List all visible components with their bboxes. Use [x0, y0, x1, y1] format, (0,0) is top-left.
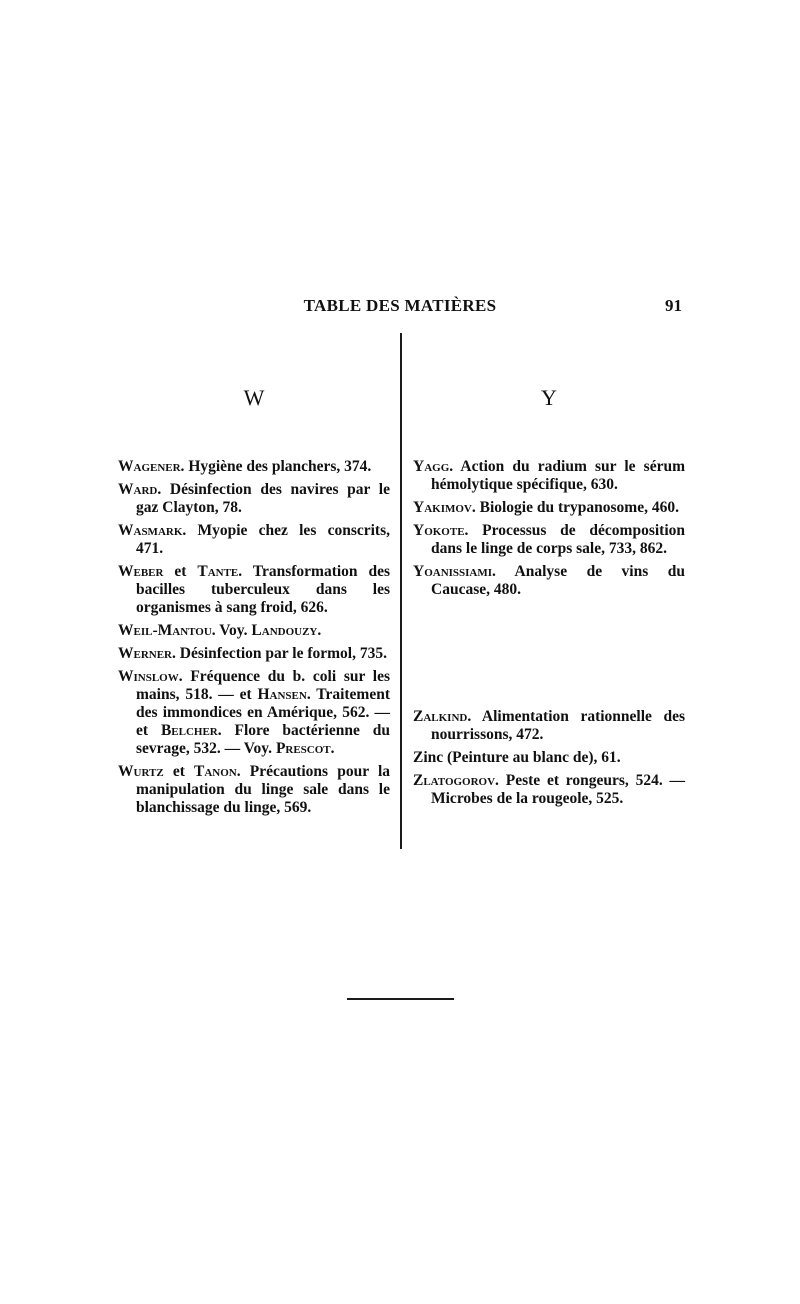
entry-text: Transformation des bacilles tuberculeux dans les organismes à sang froid, 626.: [136, 563, 390, 616]
right-column: [413, 385, 685, 813]
index-entry: [118, 622, 390, 640]
entry-text: Précautions pour la manipulation du linge sale dans le blanchissage du linge, 569.: [136, 763, 390, 816]
running-title: TABLE DES MATIÈRES: [303, 296, 497, 315]
author-name: Zalkind.: [413, 708, 472, 725]
author-name: Wagener.: [118, 458, 185, 475]
index-entry: [118, 458, 390, 476]
section-gap: [413, 604, 685, 708]
index-entry: [118, 563, 390, 617]
author-name: Yokote.: [413, 522, 469, 539]
index-entry: [413, 522, 685, 558]
author-name: Weil-Mantou.: [118, 622, 216, 639]
author-name: Belcher.: [160, 722, 222, 739]
entry-text: Désinfection des navires par le gaz Clayton, 78.: [136, 481, 390, 516]
author-name: Yagg.: [413, 458, 454, 475]
author-name: Hansen.: [257, 686, 311, 703]
entry-text: Voy.: [215, 622, 252, 639]
entry-text: Traitement des immondices en Amérique, 562. — et: [136, 686, 390, 739]
index-entry: [118, 763, 390, 817]
entry-text: Action du radium sur le sérum hémolytique spécifique, 630.: [431, 458, 685, 493]
entry-text: et: [163, 563, 198, 580]
section-letter-y: Y: [541, 385, 557, 410]
author-name: Ward.: [118, 481, 162, 498]
section-letter-w: W: [243, 385, 265, 410]
entry-text: Désinfection par le formol, 735.: [175, 645, 387, 662]
author-name: Landouzy.: [251, 622, 322, 639]
entry-text: Processus de décomposition dans le linge de corps sale, 733, 862.: [431, 522, 685, 557]
index-entry: [413, 458, 685, 494]
index-entry: [413, 499, 685, 517]
author-name: Tanon.: [194, 763, 241, 780]
author-name: Winslow.: [118, 668, 183, 685]
index-entry: [413, 772, 685, 808]
author-name: Yoanissiami.: [413, 563, 496, 580]
page-number: 91: [665, 296, 682, 315]
author-name: Tante.: [197, 563, 243, 580]
index-entry: [118, 522, 390, 558]
entry-text: Analyse de vins du Caucase, 480.: [431, 563, 685, 598]
index-entry: [118, 668, 390, 758]
author-name: Zlatogorov.: [413, 772, 499, 789]
page-header: [110, 296, 690, 320]
author-name: Wasmark.: [118, 522, 187, 539]
author-name: Prescot.: [275, 740, 335, 757]
index-entry: [413, 563, 685, 599]
author-name: Weber: [118, 563, 164, 580]
entry-text: Flore bactérienne du sevrage, 532. — Voy.: [136, 722, 390, 757]
index-entry: [413, 708, 685, 744]
author-name: Yakimov.: [413, 499, 476, 516]
index-entry: [413, 749, 685, 767]
entry-text: Biologie du trypanosome, 460.: [475, 499, 679, 516]
entry-text: Hygiène des planchers, 374.: [184, 458, 372, 475]
end-rule: [347, 998, 454, 1000]
entry-text: Peste et rongeurs, 524. — Microbes de la rougeole, 525.: [431, 772, 685, 807]
author-name: Wurtz: [118, 763, 164, 780]
author-name: Werner.: [118, 645, 176, 662]
index-entry: [118, 481, 390, 517]
left-column: [118, 385, 390, 822]
entry-text: Alimentation rationnelle des nourrissons, 472.: [431, 708, 685, 743]
entry-text: Myopie chez les conscrits, 471.: [136, 522, 390, 557]
entry-text: Zinc (Peinture au blanc de), 61.: [413, 749, 621, 766]
entry-text: Fréquence du b. coli sur les mains, 518. — et: [136, 668, 390, 703]
index-entry: [118, 645, 390, 663]
column-divider: [400, 333, 402, 849]
entry-text: et: [163, 763, 194, 780]
